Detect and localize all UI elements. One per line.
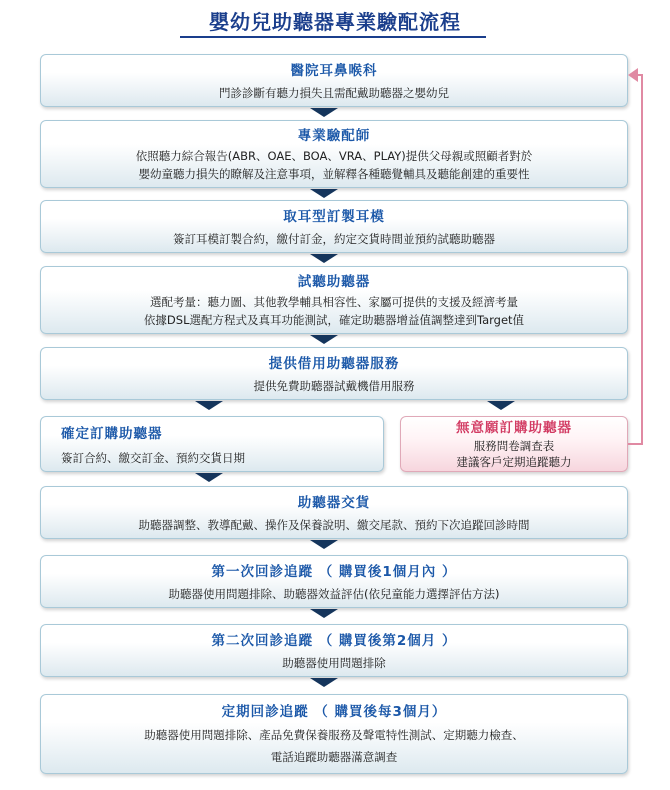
branch-desc: 簽訂合約、繳交訂金、預約交貨日期 [61, 451, 245, 465]
flow-arrow [310, 189, 338, 198]
flow-arrow-right-branch [487, 401, 515, 410]
step-title: 第二次回診追蹤 （ 購買後第2個月 ） [211, 633, 457, 649]
step-first-followup [40, 555, 628, 608]
step-desc: 選配考量：聽力圖、其他教學輔具相容性、家屬可提供的支援及經濟考量 [150, 295, 518, 309]
return-arrow-head [628, 68, 638, 82]
flow-arrow [195, 473, 223, 482]
step-desc: 助聽器使用問題排除、產品免費保養服務及聲電特性測試、定期聽力檢查、 [144, 728, 524, 742]
step-second-followup [40, 624, 628, 677]
step-desc: 提供免費助聽器試戴機借用服務 [253, 379, 415, 393]
step-title: 第一次回診追蹤 （ 購買後1個月內 ） [211, 564, 457, 580]
step-desc: 助聽器使用問題排除、助聽器效益評估(依兒童能力選擇評估方法) [168, 587, 500, 601]
step-desc: 依照聽力綜合報告(ABR、OAE、BOA、VRA、PLAY)提供父母親或照顧者對於 [135, 149, 533, 163]
title-underline [180, 36, 486, 38]
branch-confirm-purchase [40, 416, 384, 472]
step-title: 醫院耳鼻喉科 [290, 63, 378, 79]
step-regular-followup [40, 694, 628, 774]
flow-arrow-left-branch [195, 401, 223, 410]
step-title: 取耳型訂製耳模 [283, 209, 385, 225]
step-earmold [40, 200, 628, 253]
step-desc: 簽訂耳模訂製合約，繳付訂金，約定交貨時間並預約試聽助聽器 [173, 232, 495, 246]
step-desc: 電話追蹤助聽器滿意調查 [270, 750, 398, 764]
step-desc: 助聽器使用問題排除 [282, 656, 386, 670]
flow-arrow [310, 609, 338, 618]
branch-desc: 建議客戶定期追蹤聽力 [456, 455, 572, 469]
step-delivery [40, 486, 628, 539]
step-hospital-ent [40, 54, 628, 107]
step-audiologist [40, 120, 628, 188]
branch-title: 確定訂購助聽器 [61, 426, 163, 442]
branch-no-purchase [400, 416, 628, 472]
flow-arrow [310, 678, 338, 687]
branch-title: 無意願訂購助聽器 [456, 420, 572, 436]
flow-arrow [310, 108, 338, 117]
return-line-vertical [641, 74, 643, 445]
step-desc: 嬰幼童聽力損失的瞭解及注意事項，並解釋各種聽覺輔具及聽能創建的重要性 [138, 167, 530, 181]
step-trial-hearing-aid [40, 266, 628, 334]
diagram-title: 嬰幼兒助聽器專業驗配流程 [209, 10, 461, 34]
flow-arrow [310, 335, 338, 344]
step-title: 專業驗配師 [297, 128, 371, 144]
step-desc: 助聽器調整、教導配戴、操作及保養說明、繳交尾款、預約下次追蹤回診時間 [138, 518, 530, 532]
step-desc: 依據DSL選配方程式及真耳功能測試，確定助聽器增益值調整達到Target值 [143, 313, 525, 327]
step-title: 試聽助聽器 [297, 274, 371, 290]
step-title: 助聽器交貨 [297, 495, 371, 511]
branch-desc: 服務問卷調查表 [473, 439, 555, 453]
step-desc: 門診診斷有聽力損失且需配戴助聽器之嬰幼兒 [219, 86, 449, 100]
step-title: 提供借用助聽器服務 [268, 356, 400, 372]
flow-arrow [310, 540, 338, 549]
step-title: 定期回診追蹤 （ 購買後每3個月） [221, 704, 447, 720]
flow-arrow [310, 254, 338, 263]
step-loan-service [40, 347, 628, 400]
